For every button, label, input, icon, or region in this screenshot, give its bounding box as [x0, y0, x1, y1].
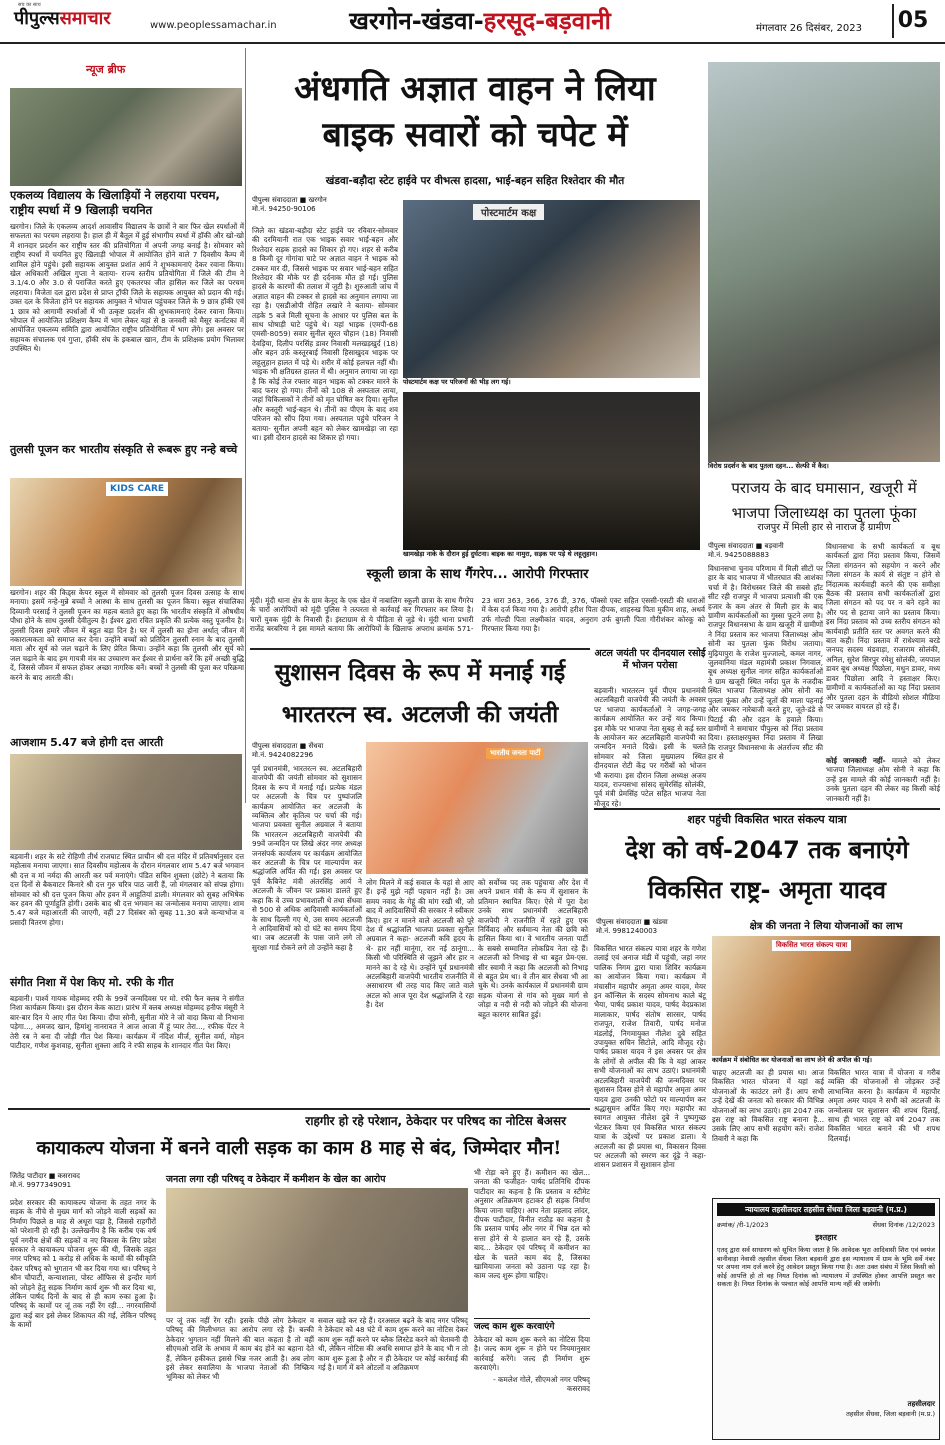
lead-photo2-caption: खामखेड़ा नाके के दौरान हुई दुर्घटना। बाइक का नामुरा, सड़क पर पड़े थे लहूलुहान। — [403, 550, 700, 560]
road-headline: कायाकल्प योजना में बनने वाली सड़क का काम 8 माह से बंद, जिम्मेदार मौन! — [36, 1138, 562, 1159]
logo-tagline: सच का साथ — [18, 2, 41, 8]
road-byline-name: जितेंद्र पाटीदार — [10, 1172, 47, 1180]
road-body-col2: पर जूं तक नहीं रेंग रही। इसके पीछे लोग ठेकेदार व परिषद् की मिलीभगत का आरोप लगा रहे हैं। बल्की ठेकेदार भुगतान नहीं मिलने की बात कहता है तो वहीं सीएमओ राशि के अभाव में काम बंद होने का बहाना देते हैं, लेकिन हकीकत इससे भिन्न नजर आती है। अब लोग इसे लेकर सवालिया के भाजपा नेताओं की निष्क्रिय भूमिका को लेकर भी — [166, 1316, 314, 1382]
viksit-headline-line2: विकसित राष्ट्र- अमृता यादव — [648, 876, 886, 904]
story-datt-body: बड़वानी। शहर के सटे रोहिणी तीर्थ राजघाट स्थित प्राचीन श्री दत्त मंदिर में प्रतिवर्षानुसार दत्त महोत्सव मनाया जाएगा। सात दिवसीय महोत्सव के दौरान मंगलवार शाम 5.47 बजे भगवान श्री दत्त व मां नर्मदा की आरती कर पर्व मनाएंगे। पंडित सचिन शुक्ला (छोटे) ने बताया कि दत्त दिनों से बैकवाटर किनारे श्री दत्त गुरु चरित्र पाठ जारी हैं, जो मंगलवार को संपन्न होगा। सोमवार को श्री दत्त पूजन किया और हवन में आहुतियां डाली। मंगलवार को सुबह अभिषेक कर हवन की पूर्णाहुति होगी। उसके बाद श्री दत्त भगवान का जन्मोत्सव मनाया जाएगा। शाम 5.47 बजे महाआरती की जाएगी, वहीं 27 दिसंबर को सुबह 11.30 बजे कन्याभोज व प्रसादी वितरण होगा। — [10, 852, 244, 927]
kids-care-sign: KIDS CARE — [106, 482, 168, 496]
hockey-team-photo — [10, 88, 242, 186]
paper-logo[interactable] — [14, 6, 111, 30]
viksit-top-rule — [594, 808, 940, 810]
lead-body: जिले का खंडवा-बड़ौदा स्टेट हाईवे पर रविवार-सोमवार की दरमियानी रात एक भाइक सवार भाई-बहन और रिश्तेदार सड़क हादसे का शिकार हो गए। शहर से करीब 8 किमी दूर गोगांवा घाटे पर अज्ञात वाहन ने भाइक को टक्कर मार दी, जिससे भाइक पर सवार भाई-बहन सहित रिश्तेदार की मौके पर ही दर्दनाक मौत हो गई। पुलिस हादसे के कारणों की तलाश में जुटी है। शुरुआती जांच में अज्ञात वाहन की टक्कर से हादसे का अनुमान लगाया जा रहा है। एसडीओपी रोहित लखारे ने बताया- सोमवार तड़के 5 बजे मिली सूचना के आधार पर पुलिस बल के साथ घोषाड़ी घाटे पहुंचे थे। यहां भाइक (एमपी-68 एमसी-8059) सवार सुनील सूरत चौहान (18) निवासी देवड़िया, दिलीप परसिंह डावर निवासी मलखड़खुर्द (18) और बहन उर्फ़ कस्तूरबाई निवासी हिसाखुदव भाइक पर लहूलुहान हालत में पड़े थे। शरीर में कोई हलचल नहीं थी। भाइक भी क्षतिग्रस्त हालत में थी। अनुमान लगाया जा रहा है कि कोई तेज रफ्तार वाहन भाइक को टक्कर मारने के बाद फरार हो गया। तीनों को 108 से अस्पताल लाया, जहां चिकित्सकों ने तीनों को मृत घोषित कर दिया। सुनील और कस्तूरी भाई-बहन थे। तीनों का पीएम के बाद शव परिजन को सौंप दिया गया। अस्पताल पहुंचे परिजन ने बताया- सुनील अपनी बहन को लेकर खामखेड़ा जा रहा था। इसी दौरान हादसे का शिकार हो गया। — [252, 226, 398, 442]
legal-notice-sign: तहसीलदार — [907, 1400, 935, 1408]
effigy-photo-caption: विरोध प्रदर्शन के बाद पुतला दहन... सेल्फी में कैद। — [708, 462, 940, 472]
legal-notice-title: न्यायालय तहसीलदार तहसील सेंधवा जिला बड़वानी (म.प्र.) — [717, 1203, 935, 1216]
lead-byline-name: पीपुल्स संवाददाता — [252, 196, 298, 204]
road-byline-place: कसरावद — [57, 1172, 80, 1180]
page-number: 05 — [892, 4, 932, 38]
effigy-byline: पीपुल्स संवाददाता ■ बड़वानी मो.नं. 9425088883 — [708, 542, 823, 562]
logo-left: पीपुल्स — [14, 8, 60, 29]
lead-headline-line1: अंधगति अज्ञात वाहन ने लिया — [294, 69, 656, 109]
atal-byline-name: पीपुल्स संवाददाता — [252, 742, 298, 750]
bjp-banner: भारतीय जनता पार्टी — [486, 748, 544, 759]
road-byline: जितेंद्र पाटीदार ■ कसरावद मो.नं. 9977349091 — [10, 1172, 156, 1194]
postmortem-sign: पोस्टमार्टम कक्ष — [473, 204, 544, 220]
viksit-photo-caption: कार्यक्रम में संबोधित कर योजनाओं का लाभ लेने की अपील की गई। — [712, 1056, 940, 1066]
broken-road-photo — [166, 1188, 468, 1312]
atal-body-col1: पूर्व प्रधानमंत्री, भारतरत्न स्व. अटलबिहारी वाजपेयी की जयंती सोमवार को सुशासन दिवस के रूप में मनाई गई। प्रत्येक मंडल पर अटलजी के चित्र पर पुष्पांजलि कार्यक्रम आयोजित कर अटलजी के व्यक्तित्व और कृतित्व पर चर्चा की गई। भाजपा प्रवक्ता सुनील अग्रवाल ने बताया कि भारतरत्न अटलबिहारी वाजपेयी की 99वें जन्मदिन पर लिखे अंदर नगर अध्यक्ष जनसंपर्क कार्यालय पर कार्यक्रम आयोजित कर अटलजी के चित्र पर माल्यार्पण कर श्रद्धांजलि अर्पित की गई। इस अवसर पर पूर्व कैबिनेट मंत्री अंतरसिंह आर्य ने अटलजी के जीवन पर प्रकाश डालते हुए कहा कि वे उच्च प्रभावशाली थे तथा सेंधवा से 500 से अधिक आदिवासी कार्यकर्ताओं के साथ दिल्ली गए थे, उस समय अटलजी ने आदिवासियों को दो घंटे का समय दिया था। जब अटलजी के पास जाने लगे तो सुरक्षा गार्ड रोकने लगे तो उन्होंने कहा है — [252, 764, 362, 952]
viksit-byline-name: पीपुल्स संवाददाता — [596, 918, 642, 926]
viksit-event-photo — [712, 936, 940, 1056]
atal-headline-line1: सुशासन दिवस के रूप में मनाई गई — [274, 659, 566, 686]
viksit-body-col2: चाहए अटलजी का ही प्रयास था। आज विकसित भारत योजना में यहां कई योजनाओं के काउंटर लगे हैं। आप सभी उन्हें देखें की जनता को सरकार की विभिन्न योजनाओं का लाभ उठाएं। हम 2047 तक इस राष्ट्र को विकसित राष्ट्र बनाना है... उसके लिए आप सभी सहयोग करें। राजेश तिवारी ने कहा कि — [712, 1068, 824, 1143]
road-photo-caption: जनता लगा रही परिषद् व ठेकेदार में कमीशन के खेल का आरोप — [166, 1174, 386, 1185]
road-body-col1: प्रदेश सरकार की कायाकल्प योजना के तहत नगर के सड़क के नीचे से मुख्य मार्ग को जोड़ने वाली सड़कों का निर्माण पिछले 8 माह से अधूरा पड़ा है, जिससे राहगीरों को परेशानी हो रही है। उल्लेखनीय है कि करीब एक वर्ष पूर्व नगरीय क्षेत्रों की सड़कों व नए विकास के लिए प्रदेश सरकार ने कायाकल्प योजना शुरू की थी, जिसके तहत नगर परिषद को 1 करोड़ से अधिक के कामों की स्वीकृति देकर परिषद् को भुगतान भी कर दिया गया था। परिषद् ने श्रीन चौपाटी, कन्याशाला, पोस्ट ऑफिस से इन्दौर मार्ग को जोड़ने हेतु सड़क निर्माण कार्य शुरू भी कर दिया था, लेकिन पार्षद दिनों के बाद से ही काम रुका हुआ है। परिषद् के कामों पर जूं तक नहीं रेंग रही... नगरवासियों द्वारा कई बार इसे लेकर शिकायत की गई, लेकिन परिषद् के कामों — [10, 1198, 156, 1330]
atal-event-photo — [366, 742, 588, 874]
legal-notice-heading: इश्तहार — [815, 1233, 837, 1242]
atal-byline-place: सेंधवा — [308, 742, 324, 750]
story-tulsi-body: खरगोन। शहर की किड्स केयर स्कूल में सोमवार को तुलसी पूजन दिवस उत्साह के साथ मनाया। इसमें नन्हे-मुन्ने बच्चों ने आस्था के साथ तुलसी का पूजन किया। स्कूल संचालिका दिव्यानी परसाई ने तुलसी पूजन का महत्व बताते हुए कहा कि भारतीय संस्कृति में औषधीय पौधा होने के साथ तुलसी देवीतुल्य है। ईश्वर द्वारा रचित प्रकृति की प्रत्येक वस्तु पूजनीय है। तुलसी दिवस हमारे जीवन में बहुत बड़ा दिन है। घर में तुलसी का होना अर्थात् जीवन में नकारात्मकता को समाप्त कर देना। उन्होंने बच्चों को प्रतिदिन तुलसी स्नान के बाद तुलसी माता और सूर्य को जल चढ़ाने के लिए प्रेरित किया। उन्होंने कहा कि तुलसी और सूर्य को जल चढ़ाने के बाद हम गायत्री मंत्र का उच्चारण कर ईश्वर से प्रार्थना करें कि हमें अच्छी बुद्धि दें, जिससे जीवन में सफल होकर अच्छा नागरिक बनें। बच्चों ने तुलसी की पूजा कर परिक्रमा करने के बाद आरती की। — [10, 588, 244, 682]
atal-mobile: मो.नं. 9424082296 — [252, 751, 314, 759]
news-brief-label-box — [8, 62, 243, 84]
news-brief-label: न्यूज ब्रीफ — [86, 63, 126, 76]
lead-byline-place: खरगोन — [308, 196, 327, 204]
gangrape-head-box — [250, 560, 705, 592]
atal-byline: पीपुल्स संवाददाता ■ सेंधवा मो.नं. 9424082296 — [252, 742, 362, 762]
issue-date: मंगलवार 26 दिसंबर, 2023 — [756, 23, 862, 34]
story-eklavya-body: खरगोन। जिले के एकलव्य आदर्श आवासीय विद्यालय के छात्रों ने बार फिर खेल स्पर्धाओं में सफलता का परचम लहराया है। हाल ही में बैतूल में हुई संभागीय स्पर्धा में हॉकी और खो-खो में शानदार प्रदर्शन कर राष्ट्रीय स्तर की प्रतियोगिता में अपनी जगह बनाई है। सोमवार को राष्ट्रीय स्पर्धा में चयनित हुए खिलाड़ी भोपाल में आयोजित होने वाले 7 दिवसीय कैम्प में शामिल होने पहुंचे। इसी सहायक आयुक्त प्रशांत आर्य ने शुभकामनाएं देकर रवाना किया। खेल अधिकारी अखिल गुप्ता ने बताया- राज्य स्तरीय प्रतियोगिता में जिले की टीम ने 3.1/4.0 और 3.0 से पराजित करते हुए एकतरफा जीत हासिल कर जिले का परचम लहराया। विजेता दल द्वारा प्रदेश से प्राप्त ट्रॉफी जिले के सहायक आयुक्त को प्रदान की गई। उक्त दल के विजेता होने पर सहायक आयुक्त ने भोपाल पहुंचकर जिले के 9 छात्र हॉकी एवं 1 छात्र को आगामी स्पर्धाओं में भी उत्कृष्ट प्रदर्शन की शुभकामनाएं देकर रवाना किया। भोपाल में आयोजित प्रशिक्षण कैम्प में भाग लेकर यहां से 8 जनवरी को मैसूर कर्नाटका में आयोजित एकलव्य समिति द्वारा आयोजित राष्ट्रीय प्रतियोगिता में भाग लेंगे। इस अवसर पर सहायक संचालक एवं गुप्ता, हॉकी संघ के इकबाल खान, टीम के प्रशिक्षक प्रयोग भिलावर उपस्थित थे। — [10, 222, 244, 354]
legal-notice-case: क्रमांक/ /री-1/2023 — [717, 1221, 769, 1229]
effigy-burning-photo — [708, 62, 940, 462]
legal-notice-refs — [717, 1220, 935, 1229]
cmo-callout-body: ठेकेदार को काम शुरू करने का नोटिस दिया है। जल्द काम शुरू न होने पर नियमानुसार कार्रवाई करेंगे। जल्द ही निर्माण शुरू करवाएंगे। — [474, 1335, 590, 1373]
effigy-byline-name: पीपुल्स संवाददाता — [708, 542, 754, 550]
legal-notice-sign-place: तहसील सेंधवा, जिला बड़वानी (म.प्र.) — [846, 1410, 935, 1418]
lead-headline — [250, 66, 700, 166]
gangrape-body: मूंदी। मूंदी थाना क्षेत्र के ग्राम केनूद के एक खेत में नाबालिग स्कूली छात्रा के साथ गैंगरेप के चारों आरोपियों को मूंदी पुलिस ने तत्परता से कार्रवाई कर गिरफ्तार कर लिया है। चारों युवक मूंदी के निवासी हैं। इंस्टाग्राम से ये पीड़िता से जुड़े थे। मूंदी थाना प्रभारी राजेंद्र बरबरिया ने इस मामले बताया कि आरोपियों के खिलाफ अपराध क्रमांक 571-23 धारा 363, 366, 376 डी, 376, पॉक्सो एक्ट सहित एससी-एसटी की धाराओं में केस दर्ज किया गया है। आरोपी हरीश पिता दीपक, शाहरुख पिता मुकीम शाह, अथर्व उर्फ गोल्डी पिता लक्ष्मीकांत यादव, अनुराग उर्फ बुगली पिता गौरीशंकर कोरकू को गिरफ्तार किया गया है। — [250, 596, 705, 634]
lead-photo1-caption: पोस्टमार्टम कक्ष पर परिजनों की भीड़ लग गई। — [403, 378, 700, 388]
effigy-reaction-lead: कोई जानकारी नहीं- — [826, 756, 886, 765]
atal-top-rule — [250, 648, 590, 650]
accident-scene-photo — [403, 392, 700, 550]
cmo-callout-head: जल्द काम शुरू करवाएंगे — [474, 1322, 555, 1332]
effigy-mobile: मो.नं. 9425088883 — [708, 551, 770, 559]
effigy-subhead: राजपुर में मिली हार से नाराज हैं ग्रामीण — [757, 522, 891, 533]
legal-notice-date: सेंधवा दिनांक /12/2023 — [872, 1221, 935, 1229]
viksit-headline-line1: देश को वर्ष-2047 तक बनाएंगे — [625, 836, 909, 864]
viksit-body-col1: विकसित भारत संकल्प यात्रा शहर के गणेश तलाई एवं अनाज मंडी में पहुंची, जहां नगर पालिक निगम द्वारा यात्रा शिविर कार्यक्रम का आयोजन किया गया। कार्यक्रम में मंचासीन महापौर अमृता अमर यादव, मेयर इन कॉन्सिल के सदस्य सोमनाथ काले बंटू भैया, पार्षद प्रकाश यादव, पार्षद वेदप्रकाश मालाकार, पार्षद संतोष सारसर, पार्षद राजपूत, राजेश तिवारी, पार्षद मनोज मंडलोई, निगमायुक्त नीलेश दुबे सहित उपायुक्त सचिन सिटोले, आदि मौजूद रहे। पार्षद प्रकाश यादव ने इस अवसर पर क्षेत्र के लोगों से अपील की कि वे यहां आकर सभी योजनाओं का लाभ उठाएं। प्रधानमंत्री अटलबिहारी वाजपेयी की जन्मदिवस पर सुशासन दिवस होने से महापौर अमृता अमर यादव द्वारा उनकी फोटो पर माल्यार्पण कर श्रद्धासुमन अर्पित किए गए। महापौर का स्वागत आयुक्त नीलेश दुबे ने पुष्पगुच्छ भेंटकर किया एवं विकसित भारत संकल्प यात्रा के उद्देश्यों पर प्रकाश डाला। ये अटलजी का ही प्रयास था, विकासन दिवस पर अटलजी को स्मरण कर दूंढ़े ने कहा-शासन प्रशासन में सुशासन होना — [594, 944, 706, 1170]
effigy-reaction-body: मामले को लेकर भाजपा जिलाध्यक्ष ओम सोनी ने कहा कि उन्हें इस मामले की कोई जानकारी नहीं है। उनके पुतला दहन की लेकर वह किसी कोई जानकारी नहीं है। — [826, 756, 940, 803]
effigy-body-col1: विधानसभा चुनाव परिणाम में मिली सीटों पर हार के बाद भाजपा में भीतरघात की आशंका चर्चा में है। विरोधस्वर जिले की सबसे हॉट सीट रही राजपुर में भाजपा प्रत्याशी की एक हजार के कम अंतर से मिली हार के बाद ग्रामीण कार्यकर्ताओं का गुस्सा फूटने लगा है। राजपुर विधानसभा के ग्राम खजूरी में ग्रामीणों ने निंदा प्रस्ताव कर भाजपा जिलाध्यक्ष ओम सोनी का पुतला फूंक विरोध जताया। मुढ़ियापुरा के राजेश मुज्जाल्दे, कमल नागर, जुलवानिया मंडल महामंत्री प्रकाश निगवाल, बूथ अध्यक्ष सुनील नागर सहित कार्यकर्ताओं ने ग्राम खजूरी स्थित नर्मदा पुल के नजदीक स्थित भाजपा जिलाध्यक्ष ओम सोनी का पुतला फूंका और उन्हें जूतों की माला पहनाई और जमकर नारेबाजी करते हुए, जूते-डंडे से पिटाई की और दहन के हवाले किया। ग्रामीणों ने समाचार पीपुल्स को निंदा प्रस्ताव दिया। हस्ताक्षरयुक्त निंदा प्रस्ताव में लिखा कि राजपुर विधानसभा के अंतर्राज्य सीट की हार से — [708, 564, 823, 762]
lead-byline: पीपुल्स संवाददाता ■ खरगोन मो.नं. 94250-90106 — [252, 196, 398, 218]
tulsi-puja-photo — [10, 478, 242, 586]
site-url[interactable]: www.peoplessamachar.in — [150, 20, 277, 31]
road-body-col3: सवाल खड़े कर रहे हैं। दरअसल बढ़ने के बाद नगर परिषद् ने ठेकेदार को 48 घंटे में काम शुरू करने का नोटिस देकर काम शुरू नहीं करने पर ब्लैक लिस्टेड करने को चेतावनी दी थी, लेकिन नोटिस की अवधि समाप्त होने के बाद भी न तो काम शुरू हुआ है और न ही ठेकेदार पर कोई कार्रवाई की गई है। मार्ग में बने ओटलों व अतिक्रमण — [318, 1316, 468, 1373]
atal-body-col3: को सर्वोच्च पद तक पहुंचाया और देश में अपने प्रधान मंत्री के रूप में सुशासन के प्रतिमान स्थापित किए। ऐसे में पूरा देश उनके साथ प्रधानमंत्री अटलबिहारी वाजपेयी ने राजनीति में रहते हुए एक निर्विवाद और सर्वमान्य नेता की छवि को हासिल किया था। वे भारतीय जनता पार्टी के सबसे सम्मानित लोकप्रिय नेता रहे हैं। अटलजी को निभाइ से था बहुत प्रेम-एस. सीर स्वामी ने कहा कि अटलजी को निभाइ से बहुत प्रेम था। वे तीन बार सेंधवा भी आ चुके थे। उनके कार्यकाल में प्रधानमंत्री ग्राम सड़क योजना से गांव को मुख्य मार्ग से जोड़ा व नदी से नदी को जोड़ने की योजना बहुत कारगर साबित हुई। — [478, 878, 588, 1019]
column-divider — [245, 48, 246, 803]
effigy-byline-place: बड़वानी — [764, 542, 784, 550]
lead-subhead: खंडवा-बड़ौदा स्टेट हाईवे पर वीभत्स हादसा, भाई-बहन सहित रिश्तेदार की मौत — [325, 175, 625, 187]
viksit-headline — [594, 830, 940, 912]
story-eklavya-headline: एकलव्य विद्यालय के खिलाड़ियों ने लहराया परचम, राष्ट्रीय स्पर्धा में 9 खिलाड़ी चयनित — [10, 188, 220, 217]
atal-headline-line2: भारतरत्न स्व. अटलजी की जयंती — [281, 701, 559, 728]
road-mobile: मो.नं. 9977349091 — [10, 1181, 72, 1189]
atal-headline — [250, 652, 590, 738]
edition-title-black: खरगोन-खंडवा- — [349, 7, 484, 35]
atal-body-col2: लोग मिलने में कई सवाल के यहां से आए हैं। इन्हें मुझे नहीं पहचान नहीं है। उस समय नवाद के गेहूं की मांग रखी थी, जो बाद में आदिवासियों की सरकार ने स्वीकार किए। हार न मानने वाले अटलजी को पूरे देश में श्रद्धांजलि भाजपा प्रवक्ता सुनील अग्रवाल ने कहा- अटलजी कवि हृदय के थे- हार नहीं मानूंगा, रार नई ठानूंगा... किसी भी परिस्थिति से जूझने और हार न मानने का दे रहे थे। उन्होंने पूर्व प्रधानमंत्री अटलबिहारी वाजपेयी भारतीय राजनीति में असाधारण थी तरह याद किए जाते वाले अटल को आज पूरा देश श्रद्धांजलि दे रहा है। देश — [366, 878, 474, 1010]
viksit-byline: पीपुल्स संवाददाता ■ खंडवा मो.नं. 9981240003 — [596, 918, 708, 940]
effigy-reaction — [826, 756, 940, 806]
viksit-banner: विकसित भारत संकल्प यात्रा — [772, 940, 851, 951]
lead-headline-line2: बाइक सवारों को चपेट में — [322, 115, 628, 155]
cmo-callout — [474, 1318, 590, 1440]
viksit-byline-place: खंडवा — [652, 918, 668, 926]
edition-title — [330, 4, 630, 38]
road-top-rule — [8, 1108, 590, 1110]
edition-title-red: हरसूद-बड़वानी — [483, 7, 611, 35]
cmo-callout-sign: - कमलेश गोले, सीएमओ नगर परिषद् कसरावद — [493, 1374, 590, 1394]
effigy-body-col2: विधानसभा के सभी कार्यकर्ता व बूथ कार्यकर्ता द्वारा निंदा प्रस्ताव किया, जिसमें जिला संगठनन को सहयोग न करने और जिला संगठन के कार्य से संतुष्ट न होने से निंदात्मक कार्यवाही करने की एक समीक्षा बैठक की प्रस्ताव सभी कार्यकर्ताओं द्वारा जिला संगठन को पद पर न बने रहने का और पद से हटाया जाने का प्रस्ताव किया। इस निंदा प्रस्ताव को उच्च स्तरीय संगठन को कार्यवाही प्रतीति स्तर पर अवगत करने की बात कही। निंदा प्रस्ताव में राधेश्याम बरडे जनपद सदस्य मंडवाड़ा, राजाराम सोलंकी, अनिल, सुरेश सिरपुर रमेशु सोलंकी, जयपाल डावर बूथ अध्यक्ष पिछोला, मधुन डावर, मध्य डावर पिछोला आदि ने हस्ताक्षर किए। ग्रामीणों व कार्यकर्ताओं का यह निंदा प्रस्ताव और पुतला दहन के वीडियो सोशल मीडिया पर जमकर वायरल हो रहे हैं। — [826, 542, 940, 711]
viksit-body-col3: विकसित भारत यात्रा में योजना व गरीब व्यक्ति की योजनाओं से जोड़कर उन्हें लाभान्वित करना है। कार्यक्रम में महापौर अमृता अमर यादव ने सभी को अटलजी के जन्मोत्सव पर सुशासन की शपथ दिलाई, साथ ही भारत राष्ट्र को वर्ष 2047 तक विकसित भारत बनाने की भी शपथ दिलवाई। — [828, 1068, 940, 1143]
legal-notice-box — [712, 1198, 940, 1440]
logo-right: समाचार — [59, 8, 111, 29]
story-rafi-headline: संगीत निशा में पेश किए मो. रफी के गीत — [10, 976, 174, 989]
story-datt-headline: आजशाम 5.47 बजे होगी दत्त आरती — [10, 736, 164, 749]
viksit-kicker: शहर पहुंची विकसित भारत संकल्प यात्रा — [687, 813, 847, 826]
masthead-bar — [0, 0, 945, 44]
story-tulsi-headline: तुलसी पूजन कर भारतीय संस्कृति से रूबरू हुए नन्हे बच्चे — [10, 443, 238, 456]
road-kicker: राहगीर हो रहे परेशान, ठेकेदार पर परिषद का नोटिस बेअसर — [305, 1114, 566, 1128]
gangrape-headline: स्कूली छात्रा के साथ गैंगरेप... आरोपी गिरफ्तार — [366, 567, 589, 582]
lead-mobile: मो.नं. 94250-90106 — [252, 205, 316, 213]
atal-kitchen-headline: अटल जयंती पर दीनदयाल रसोई में भोजन परोसा — [594, 648, 706, 671]
atal-kitchen-body: बड़वानी। भारतरत्न पूर्व पीएम प्रधानमंत्री अटलबिहारी वाजपेयी की जयंती के अवसर पर भाजपा कार्यकर्ताओं ने जगह-जगह कार्यक्रम आयोजित कर उन्हें याद किया। इस मौके पर भाजपा नेता सुबह से कई स्तर के आयोजन कर अटलबिहारी वाजपेयी का जन्मदिन मनाते दिखे। इसी के चलते सोमवार को जिला मुख्यालय स्थित दीनदयाल रोटी केंद्र पर गरीबों को भोजन भी कराया। इस दौरान जिला अध्यक्ष अजय यादव, राज्यसभा सांसद सुमेरसिंह सोलंकी, पूर्व मंत्री प्रेमसिंह पटेल सहित भाजपा नेता मौजूद रहे। — [594, 686, 706, 808]
datt-temple-photo — [10, 754, 242, 850]
viksit-mobile: मो.नं. 9981240003 — [596, 927, 658, 935]
effigy-headline-line1: पराजय के बाद घमासान, खजूरी में — [731, 479, 917, 497]
effigy-headline-line2: भाजपा जिलाध्यक्ष का पुतला फूंका — [731, 504, 917, 522]
postmortem-crowd-photo — [403, 200, 700, 384]
story-rafi-body: बड़वानी। पार्श्व गायक मोहम्मद रफी के 99वें जन्मदिवस पर मो. रफी फैन क्लब ने संगीत निशा कार्यक्रम किया। इस दौरान केक काटा। प्रारंभ में क्लब अध्यक्ष मोहम्मद हनीफ मंसूरी ने बार-बार दिन ये आए गीत पेश किया। दीपा सोनी, सुनीता मोरे ने जो वादा किया वो निभाना पड़ेगा..., अमजद खान, हिमांशु नानरावत ने आज आजा मैं हूं प्यार तेरा..., रफीक पेंटर ने तेरी रब ने बना दी जोड़ी गीत पेश किया। कार्यक्रम में नंदिश मीर्ज, सुनील वर्मा, मोहन पाटीदार, गणेश कुशवाह, सुनीता शुक्ला आदि ने रफी साहब के शानदार गीत पेश किए। — [10, 994, 244, 1051]
viksit-subhead: क्षेत्र की जनता ने लिया योजनाओं का लाभ — [749, 921, 903, 932]
legal-notice-body: एतद् द्वारा सर्व साधारण को सूचित किया जाता है कि आवेदक भूरा आदिवासी शिरा एवं स्वयंज बानीवाड़ा नेवासी तहसील सेंधवा जिला बड़वानी द्वारा इस न्यायालय में ग्राम के भूमि सर्वे नंबर पर अपना नाम दर्ज करने हेतु आवेदन प्रस्तुत किया गया है। अतः उक्त संबंध में जिस किसी को कोई आपत्ति हो तो वह नियत दिनांक को न्यायालय में उपस्थित होकर आपत्ति प्रस्तुत कर सकता है। नियत दिनांक के पश्चात कोई आपत्ति मान्य नहीं की जावेगी। — [717, 1246, 935, 1288]
road-body-col4: भी रोड़ा बने हुए हैं। कमीशन का खेल... जनता की फजीहत- पार्षद प्रतिनिधि दीपक पाटीदार का कहना है कि प्रस्ताव व स्टीमेट अनुसार अतिक्रमण हटाकर ही सड़क निर्माण किया जाना चाहिए। आप नेता प्रहलाद लांदर, दीपक पाटीदार, विनीत राठौड़ का कहना है कि प्रस्ताव पार्षद और नगर में भिन्न दल को सत्ता होने से ये हालात बन रहे हैं, उसके बाद... ठेकेदार एवं परिषद् में कमीशन का खेल के चलते काम बंद है, जिसका खामियाजा जनता को उठाना पड़ रहा है। काम जल्द शुरू होगा चाहिए। — [474, 1168, 590, 1281]
effigy-headline — [708, 476, 940, 526]
